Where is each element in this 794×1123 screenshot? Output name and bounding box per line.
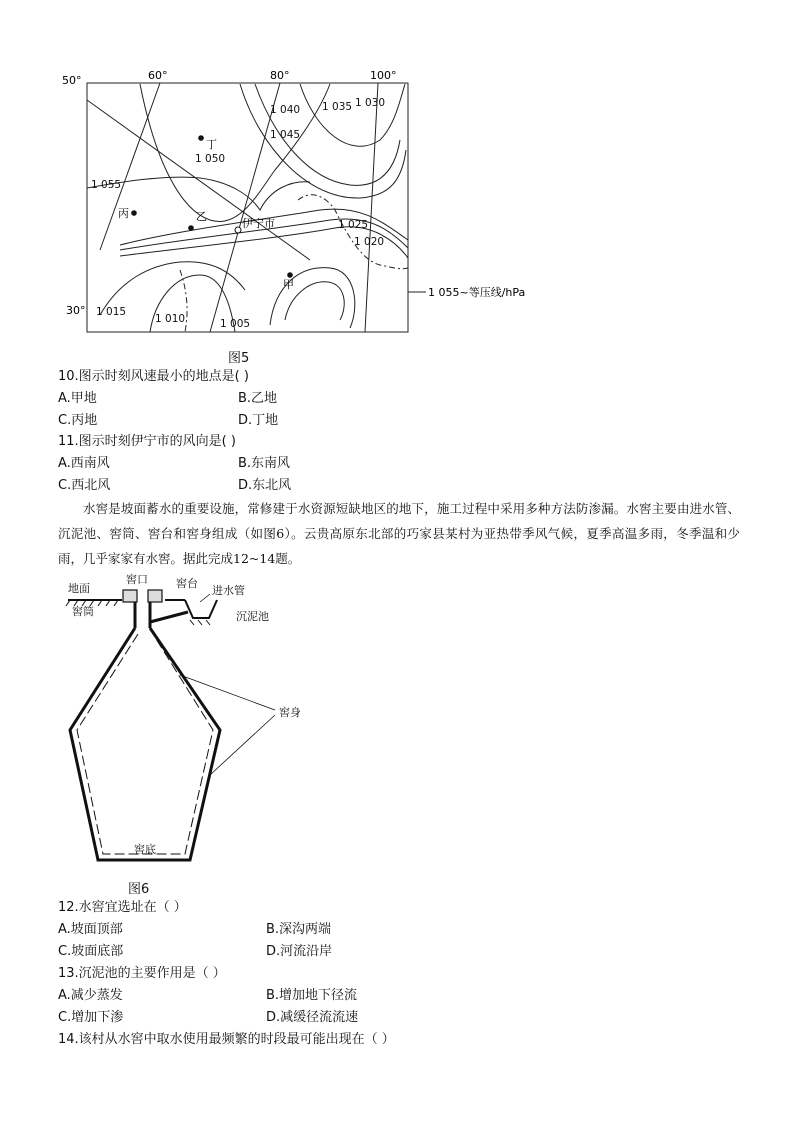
place-dot-yining (235, 227, 241, 233)
cellar-mouth-cover-left (123, 590, 137, 602)
figure-6-water-cellar-diagram (60, 570, 380, 880)
isobar-label: 1 055 (91, 179, 122, 191)
meridian-60 (100, 83, 160, 250)
lon-label-100: 100° (370, 70, 397, 82)
inlet-leader (200, 594, 210, 602)
q13-option-a[interactable]: A.减少蒸发 (58, 988, 123, 1003)
question-11-stem: 11.图示时刻伊宁市的风向是( ) (58, 434, 236, 449)
q12-option-d[interactable]: D.河流沿岸 (266, 944, 333, 959)
isobar-label: 1 015 (96, 306, 127, 318)
q11-option-a[interactable]: A.西南风 (58, 456, 110, 471)
q12-option-c[interactable]: C.坡面底部 (58, 944, 124, 959)
label-mouth: 窖口 (126, 573, 148, 586)
cellar-body-outer (70, 628, 220, 860)
lon-label-60: 60° (148, 70, 168, 82)
body-leader (210, 715, 275, 775)
q12-option-a[interactable]: A.坡面顶部 (58, 922, 123, 937)
label-inlet: 进水管 (212, 584, 245, 597)
place-bing: 丙 (118, 207, 129, 220)
q10-option-a[interactable]: A.甲地 (58, 391, 97, 406)
isobar (300, 84, 405, 146)
isobar (270, 268, 355, 328)
question-13-stem: 13.沉泥池的主要作用是（ ） (58, 966, 226, 981)
inlet-pipe (150, 612, 188, 622)
label-shaft: 窖筒 (72, 605, 94, 618)
q11-option-b[interactable]: B.东南风 (238, 456, 291, 471)
lat-label-30: 30° (66, 304, 86, 317)
isobar-label: 1 035 (322, 101, 353, 113)
isobar-label: 1 030 (355, 97, 386, 109)
cellar-platform (148, 590, 162, 602)
meridian-80 (210, 83, 280, 332)
place-dot-ding (198, 135, 204, 141)
meridian-100 (365, 83, 378, 332)
isobar-label: 1 050 (195, 153, 226, 165)
legend-isobar: 1 055~等压线/hPa (428, 286, 526, 299)
place-dot-jia (287, 272, 293, 278)
figure-6-caption: 图6 (128, 882, 150, 897)
q13-option-c[interactable]: C.增加下渗 (58, 1010, 124, 1025)
settling-hatch (190, 620, 210, 625)
place-yi: 乙 (196, 210, 207, 223)
label-bottom: 窖底 (134, 843, 156, 856)
figure-5-isobar-map (60, 70, 540, 350)
isobar-label: 1 040 (270, 104, 301, 116)
place-yining: 伊宁市 (242, 217, 275, 230)
isobar-label: 1 020 (354, 236, 385, 248)
place-ding: 丁 (206, 138, 217, 151)
isobar-label: 1 005 (220, 318, 251, 330)
isobar (140, 84, 330, 222)
q13-option-d[interactable]: D.减缓径流流速 (266, 1010, 359, 1025)
isobar-label: 1 025 (338, 219, 369, 231)
lon-label-80: 80° (270, 70, 290, 82)
lon-label-50: 50° (62, 74, 82, 87)
question-10-stem: 10.图示时刻风速最小的地点是( ) (58, 369, 249, 384)
label-ground: 地面 (68, 582, 90, 595)
q11-option-d[interactable]: D.东北风 (238, 478, 292, 493)
label-platform: 窖台 (176, 577, 198, 590)
place-dot-yi (188, 225, 194, 231)
figure-5-caption: 图5 (228, 351, 250, 366)
intro-paragraph: 水窖是坡面蓄水的重要设施，常修建于水资源短缺地区的地下，施工过程中采用多种方法防渗漏。水窖主要由进水管、沉泥池、窖筒、窖台和窖身组成（如图6）。云贵高原东北部的巧家县某村为亚热带季风气候，夏季高温多雨，冬季温和少雨，几乎家家有水窖。据此完成12~14题。 (58, 501, 740, 566)
q10-option-b[interactable]: B.乙地 (238, 391, 278, 406)
isobar-label: 1 045 (270, 129, 301, 141)
isobar-label: 1 010 (155, 313, 186, 325)
label-settling: 沉泥池 (236, 610, 269, 623)
place-jia: 甲 (283, 278, 294, 291)
q10-option-c[interactable]: C.丙地 (58, 413, 98, 428)
q12-option-b[interactable]: B.深沟两端 (266, 922, 332, 937)
place-dot-bing (131, 210, 137, 216)
question-12-stem: 12.水窖宜选址在（ ） (58, 900, 187, 915)
label-body: 窖身 (279, 706, 301, 719)
q10-option-d[interactable]: D.丁地 (238, 413, 279, 428)
q11-option-c[interactable]: C.西北风 (58, 478, 111, 493)
q13-option-b[interactable]: B.增加地下径流 (266, 988, 358, 1003)
settling-pond (185, 600, 217, 618)
question-14-stem: 14.该村从水窖中取水使用最频繁的时段最可能出现在（ ） (58, 1032, 395, 1047)
cellar-body-inner (77, 634, 213, 854)
